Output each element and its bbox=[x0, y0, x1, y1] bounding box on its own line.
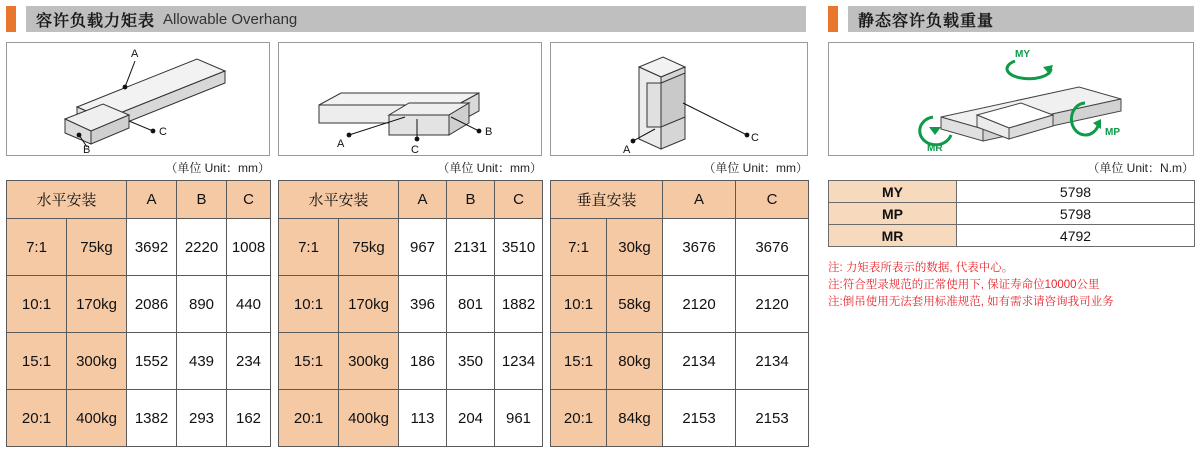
unit-label-mm-2: （单位 Unit：mm） bbox=[437, 161, 542, 175]
t2-r0-load: 75kg bbox=[339, 219, 399, 276]
static-label-my: MY bbox=[829, 181, 957, 203]
t3-r3-a: 2153 bbox=[663, 390, 736, 447]
t3-r1-c: 2120 bbox=[736, 276, 809, 333]
svg-text:MP: MP bbox=[1105, 127, 1120, 138]
header-left-title-en: Allowable Overhang bbox=[163, 10, 298, 28]
t1-r3-load: 400kg bbox=[67, 390, 127, 447]
t1-r2-b: 439 bbox=[177, 333, 227, 390]
t1-r2-load: 300kg bbox=[67, 333, 127, 390]
t3-r2-ratio: 15:1 bbox=[551, 333, 607, 390]
t1-r1-ratio: 10:1 bbox=[7, 276, 67, 333]
svg-text:C: C bbox=[159, 126, 167, 138]
t2-r0-ratio: 7:1 bbox=[279, 219, 339, 276]
t1-r0-a: 3692 bbox=[127, 219, 177, 276]
t2-head-mount: 水平安装 bbox=[279, 181, 399, 219]
t1-r0-c: 1008 bbox=[227, 219, 271, 276]
t2-r1-c: 1882 bbox=[495, 276, 543, 333]
svg-text:A: A bbox=[337, 138, 345, 150]
t2-r2-c: 1234 bbox=[495, 333, 543, 390]
table-static-load bbox=[828, 180, 1195, 247]
t1-r0-load: 75kg bbox=[67, 219, 127, 276]
table-row bbox=[279, 219, 543, 276]
svg-text:C: C bbox=[411, 144, 419, 155]
table-row bbox=[551, 333, 809, 390]
static-value-my: 5798 bbox=[957, 181, 1195, 203]
header-band-left bbox=[26, 6, 806, 32]
t2-r3-b: 204 bbox=[447, 390, 495, 447]
header-band-right bbox=[848, 6, 1194, 32]
t2-r3-a: 113 bbox=[399, 390, 447, 447]
accent-bar-left bbox=[6, 6, 16, 32]
unit-label-nm: （单位 Unit：N.m） bbox=[1087, 161, 1194, 175]
t2-head-c: C bbox=[495, 181, 543, 219]
figure-3-drawing bbox=[551, 43, 807, 155]
t3-r2-c: 2134 bbox=[736, 333, 809, 390]
figure-1-drawing bbox=[7, 43, 269, 155]
table-row bbox=[7, 333, 271, 390]
t2-r2-b: 350 bbox=[447, 333, 495, 390]
section-header-allowable-overhang bbox=[6, 6, 806, 32]
table-row bbox=[551, 276, 809, 333]
t1-r3-c: 162 bbox=[227, 390, 271, 447]
t2-r3-ratio: 20:1 bbox=[279, 390, 339, 447]
t2-r1-a: 396 bbox=[399, 276, 447, 333]
t1-head-a: A bbox=[127, 181, 177, 219]
t1-r1-a: 2086 bbox=[127, 276, 177, 333]
figure-4-drawing bbox=[829, 43, 1193, 155]
figure-2-drawing bbox=[279, 43, 541, 155]
t1-r0-ratio: 7:1 bbox=[7, 219, 67, 276]
header-left-title-cn: 容许负载力矩表 bbox=[36, 12, 156, 30]
t2-r1-b: 801 bbox=[447, 276, 495, 333]
table-row bbox=[7, 276, 271, 333]
table-row bbox=[551, 219, 809, 276]
table-row bbox=[829, 203, 1195, 225]
t2-r1-load: 170kg bbox=[339, 276, 399, 333]
t1-r1-load: 170kg bbox=[67, 276, 127, 333]
table-row bbox=[7, 219, 271, 276]
note-2: 注:符合型录规范的正常使用下, 保证寿命位10000公里 bbox=[828, 279, 1100, 291]
t3-head-mount: 垂直安装 bbox=[551, 181, 663, 219]
t3-r2-a: 2134 bbox=[663, 333, 736, 390]
section-header-static-load bbox=[828, 6, 1194, 32]
notes-block bbox=[828, 260, 1194, 311]
t1-r2-c: 234 bbox=[227, 333, 271, 390]
t2-r0-b: 2131 bbox=[447, 219, 495, 276]
t2-r1-ratio: 10:1 bbox=[279, 276, 339, 333]
t3-r1-load: 58kg bbox=[607, 276, 663, 333]
table-horizontal-2 bbox=[278, 180, 543, 447]
t2-r2-load: 300kg bbox=[339, 333, 399, 390]
t1-head-mount: 水平安装 bbox=[7, 181, 127, 219]
unit-label-mm-3: （单位 Unit：mm） bbox=[703, 161, 808, 175]
table-row-header bbox=[7, 181, 271, 219]
t2-r3-load: 400kg bbox=[339, 390, 399, 447]
t2-r0-a: 967 bbox=[399, 219, 447, 276]
t3-r0-load: 30kg bbox=[607, 219, 663, 276]
svg-text:B: B bbox=[83, 144, 91, 155]
t3-r0-a: 3676 bbox=[663, 219, 736, 276]
t3-r3-c: 2153 bbox=[736, 390, 809, 447]
t1-r3-ratio: 20:1 bbox=[7, 390, 67, 447]
accent-bar-right bbox=[828, 6, 838, 32]
table-row-header bbox=[551, 181, 809, 219]
note-1: 注: 力矩表所表示的数据, 代表中心。 bbox=[828, 262, 1014, 274]
table-row bbox=[829, 181, 1195, 203]
figure-vertical bbox=[550, 42, 808, 156]
t1-r1-c: 440 bbox=[227, 276, 271, 333]
t3-r0-c: 3676 bbox=[736, 219, 809, 276]
table-row bbox=[279, 333, 543, 390]
t1-r2-a: 1552 bbox=[127, 333, 177, 390]
unit-label-mm-1: （单位 Unit：mm） bbox=[165, 161, 270, 175]
t3-r3-load: 84kg bbox=[607, 390, 663, 447]
table-row bbox=[7, 390, 271, 447]
t2-r3-c: 961 bbox=[495, 390, 543, 447]
table-row bbox=[551, 390, 809, 447]
table-row bbox=[279, 276, 543, 333]
t3-r1-ratio: 10:1 bbox=[551, 276, 607, 333]
t2-head-a: A bbox=[399, 181, 447, 219]
t3-r2-load: 80kg bbox=[607, 333, 663, 390]
t3-r3-ratio: 20:1 bbox=[551, 390, 607, 447]
t3-r0-ratio: 7:1 bbox=[551, 219, 607, 276]
svg-text:B: B bbox=[485, 126, 493, 138]
t1-r0-b: 2220 bbox=[177, 219, 227, 276]
table-horizontal-1 bbox=[6, 180, 271, 447]
svg-text:MY: MY bbox=[1015, 49, 1030, 60]
t2-r0-c: 3510 bbox=[495, 219, 543, 276]
t2-head-b: B bbox=[447, 181, 495, 219]
figure-horizontal-1 bbox=[6, 42, 270, 156]
t1-head-c: C bbox=[227, 181, 271, 219]
t1-r3-a: 1382 bbox=[127, 390, 177, 447]
table-row bbox=[279, 390, 543, 447]
svg-text:C: C bbox=[751, 132, 759, 144]
t2-r2-a: 186 bbox=[399, 333, 447, 390]
t3-head-a: A bbox=[663, 181, 736, 219]
t3-head-c: C bbox=[736, 181, 809, 219]
figure-static-load bbox=[828, 42, 1194, 156]
static-label-mp: MP bbox=[829, 203, 957, 225]
t1-r2-ratio: 15:1 bbox=[7, 333, 67, 390]
t2-r2-ratio: 15:1 bbox=[279, 333, 339, 390]
t1-head-b: B bbox=[177, 181, 227, 219]
static-value-mr: 4792 bbox=[957, 225, 1195, 247]
t1-r3-b: 293 bbox=[177, 390, 227, 447]
svg-text:MR: MR bbox=[927, 143, 943, 154]
svg-text:A: A bbox=[131, 48, 139, 60]
header-right-title-cn: 静态容许负载重量 bbox=[858, 12, 995, 30]
static-label-mr: MR bbox=[829, 225, 957, 247]
static-value-mp: 5798 bbox=[957, 203, 1195, 225]
note-3: 注:倒吊使用无法套用标准规范, 如有需求请咨询我司业务 bbox=[828, 296, 1114, 308]
t1-r1-b: 890 bbox=[177, 276, 227, 333]
table-row-header bbox=[279, 181, 543, 219]
figure-horizontal-2 bbox=[278, 42, 542, 156]
svg-text:A: A bbox=[623, 144, 631, 155]
table-row bbox=[829, 225, 1195, 247]
t3-r1-a: 2120 bbox=[663, 276, 736, 333]
table-vertical bbox=[550, 180, 809, 447]
